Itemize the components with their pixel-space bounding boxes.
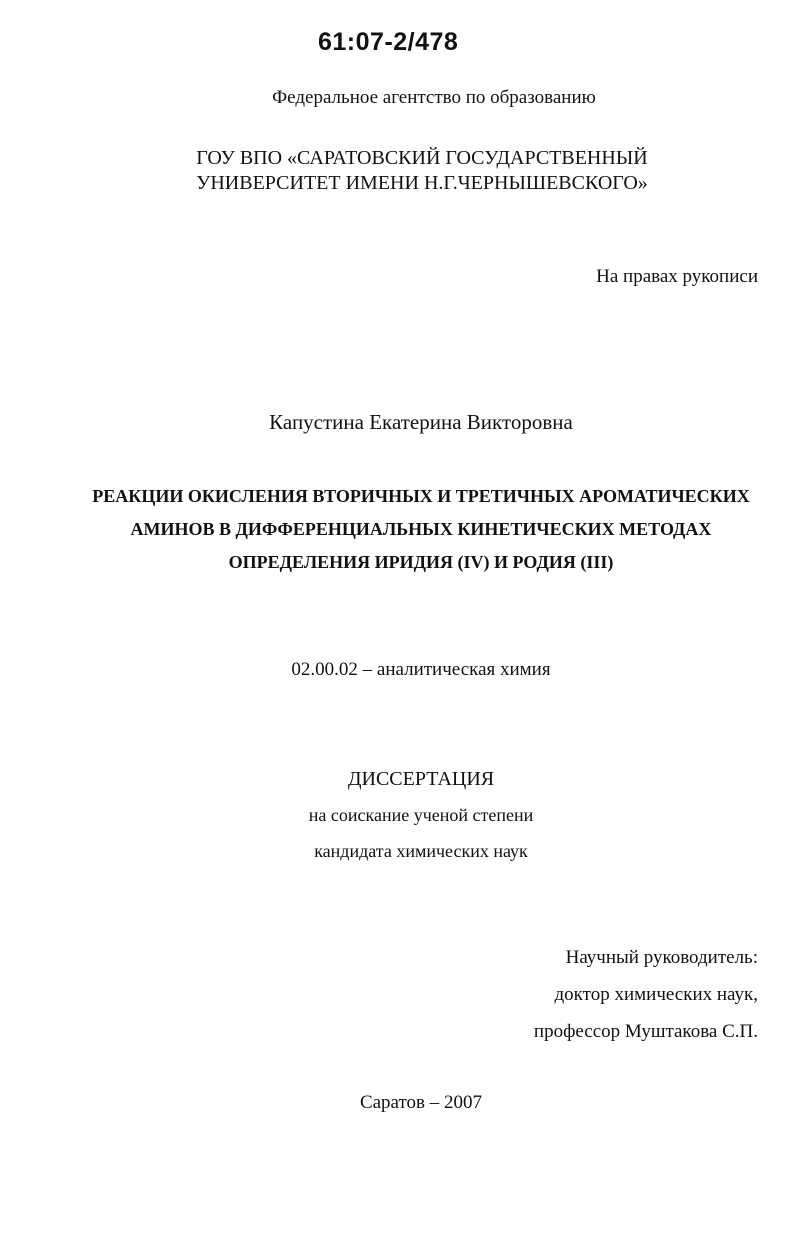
thesis-title-line-1: РЕАКЦИИ ОКИСЛЕНИЯ ВТОРИЧНЫХ И ТРЕТИЧНЫХ АРОМАТИЧЕСКИХ xyxy=(92,486,750,506)
degree-line-1: на соискание ученой степени xyxy=(308,805,534,825)
author-name: Капустина Екатерина Викторовна xyxy=(269,410,573,434)
document-type: ДИССЕРТАЦИЯ xyxy=(347,768,495,790)
degree-line-2: кандидата химических наук xyxy=(314,841,528,861)
archive-stamp: 61:07-2/478 xyxy=(318,28,459,56)
rights-note: На правах рукописи xyxy=(596,266,758,287)
university-name-line-1: ГОУ ВПО «САРАТОВСКИЙ ГОСУДАРСТВЕННЫЙ xyxy=(196,147,648,169)
university-name-line-2: УНИВЕРСИТЕТ ИМЕНИ Н.Г.ЧЕРНЫШЕВСКОГО» xyxy=(196,172,648,194)
thesis-title-line-3: ОПРЕДЕЛЕНИЯ ИРИДИЯ (IV) И РОДИЯ (III) xyxy=(228,552,614,572)
agency-name: Федеральное агентство по образованию xyxy=(272,87,596,108)
thesis-title-line-2: АМИНОВ В ДИФФЕРЕНЦИАЛЬНЫХ КИНЕТИЧЕСКИХ МЕТОДАХ xyxy=(130,519,712,539)
specialty-code: 02.00.02 – аналитическая химия xyxy=(291,659,551,680)
place-year: Саратов – 2007 xyxy=(359,1092,483,1113)
supervisor-degree: доктор химических наук, xyxy=(554,984,758,1005)
supervisor-name: профессор Муштакова С.П. xyxy=(533,1021,758,1042)
supervisor-label: Научный руководитель: xyxy=(565,947,758,968)
